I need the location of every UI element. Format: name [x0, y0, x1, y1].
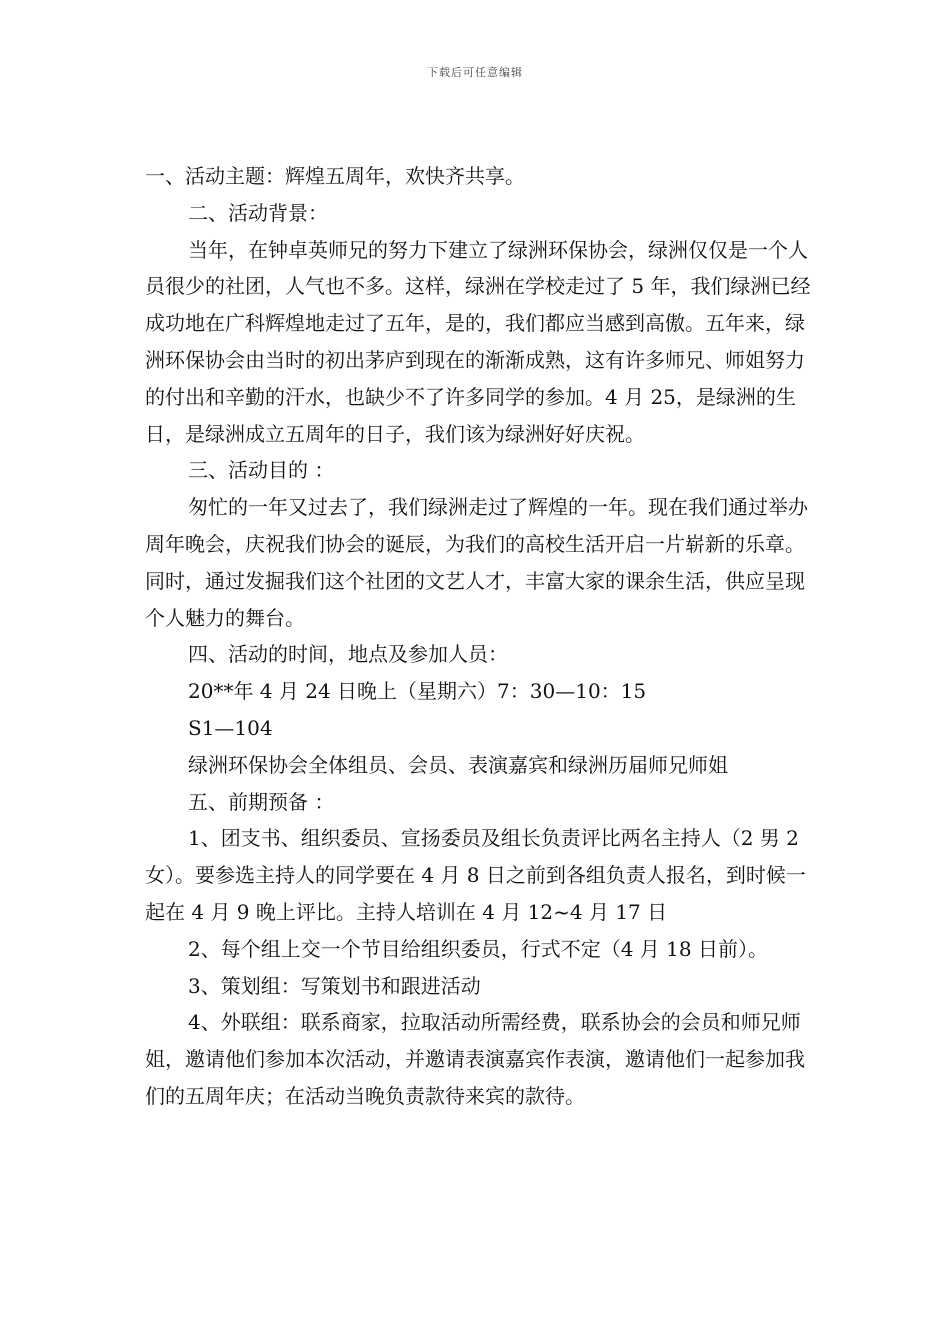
event-location: S1—104	[188, 715, 273, 740]
event-participants: 绿洲环保协会全体组员、会员、表演嘉宾和绿洲历届师兄师姐	[188, 752, 728, 777]
preparation-item: 2、每个组上交一个节目给组织委员，行式不定（4 月 18 日前）。	[188, 936, 768, 961]
document-body	[145, 158, 815, 1115]
background-paragraph: 当年，在钟卓英师兄的努力下建立了绿洲环保协会，绿洲仅仅是一个人员很少的社团，人气也不多。这样，绿洲在学校走过了 5 年，我们绿洲已经成功地在广科辉煌地走过了五年，是的，我们都应当感到高傲。五年来，绿洲环保协会由当时的初出茅庐到现在的渐渐成熟，这有许多师兄、师姐努力的付出和辛勤的汗水，也缺少不了许多同学的参加。4 月 25，是绿洲的生日，是绿洲成立五周年的日子，我们该为绿洲好好庆祝。	[145, 237, 811, 446]
purpose-paragraph: 匆忙的一年又过去了，我们绿洲走过了辉煌的一年。现在我们通过举办周年晚会，庆祝我们协会的诞辰，为我们的高校生活开启一片崭新的乐章。同时，通过发掘我们这个社团的文艺人才，丰富大家的课余生活，供应呈现个人魅力的舞台。	[145, 495, 808, 630]
purpose-heading: 三、活动目的 ：	[188, 458, 335, 483]
event-time: 20**年 4 月 24 日晚上（星期六）7：30—10：15	[188, 679, 647, 704]
preparation-item: 3、策划组：写策划书和跟进活动	[188, 973, 481, 998]
activity-theme: 一、活动主题：辉煌五周年，欢快齐共享。	[145, 164, 525, 188]
preparation-heading: 五、前期预备 ：	[188, 789, 335, 814]
background-heading: 二、活动背景：	[188, 200, 328, 225]
page-header: 下载后可任意编辑	[427, 66, 523, 79]
preparation-item: 1、团支书、组织委员、宣扬委员及组长负责评比两名主持人（2 男 2 女）。要参选主持人的同学要在 4 月 8 日之前到各组负责人报名，到时候一起在 4 月 9 晚上评比。主持人培训在 4 月 12~4 月 17 日	[145, 826, 806, 924]
preparation-item: 4、外联组：联系商家，拉取活动所需经费，联系协会的会员和师兄师姐，邀请他们参加本次活动，并邀请表演嘉宾作表演，邀请他们一起参加我们的五周年庆；在活动当晚负责款待来宾的款待。	[145, 1010, 805, 1108]
time-location-heading: 四、活动的时间，地点及参加人员：	[188, 642, 508, 667]
